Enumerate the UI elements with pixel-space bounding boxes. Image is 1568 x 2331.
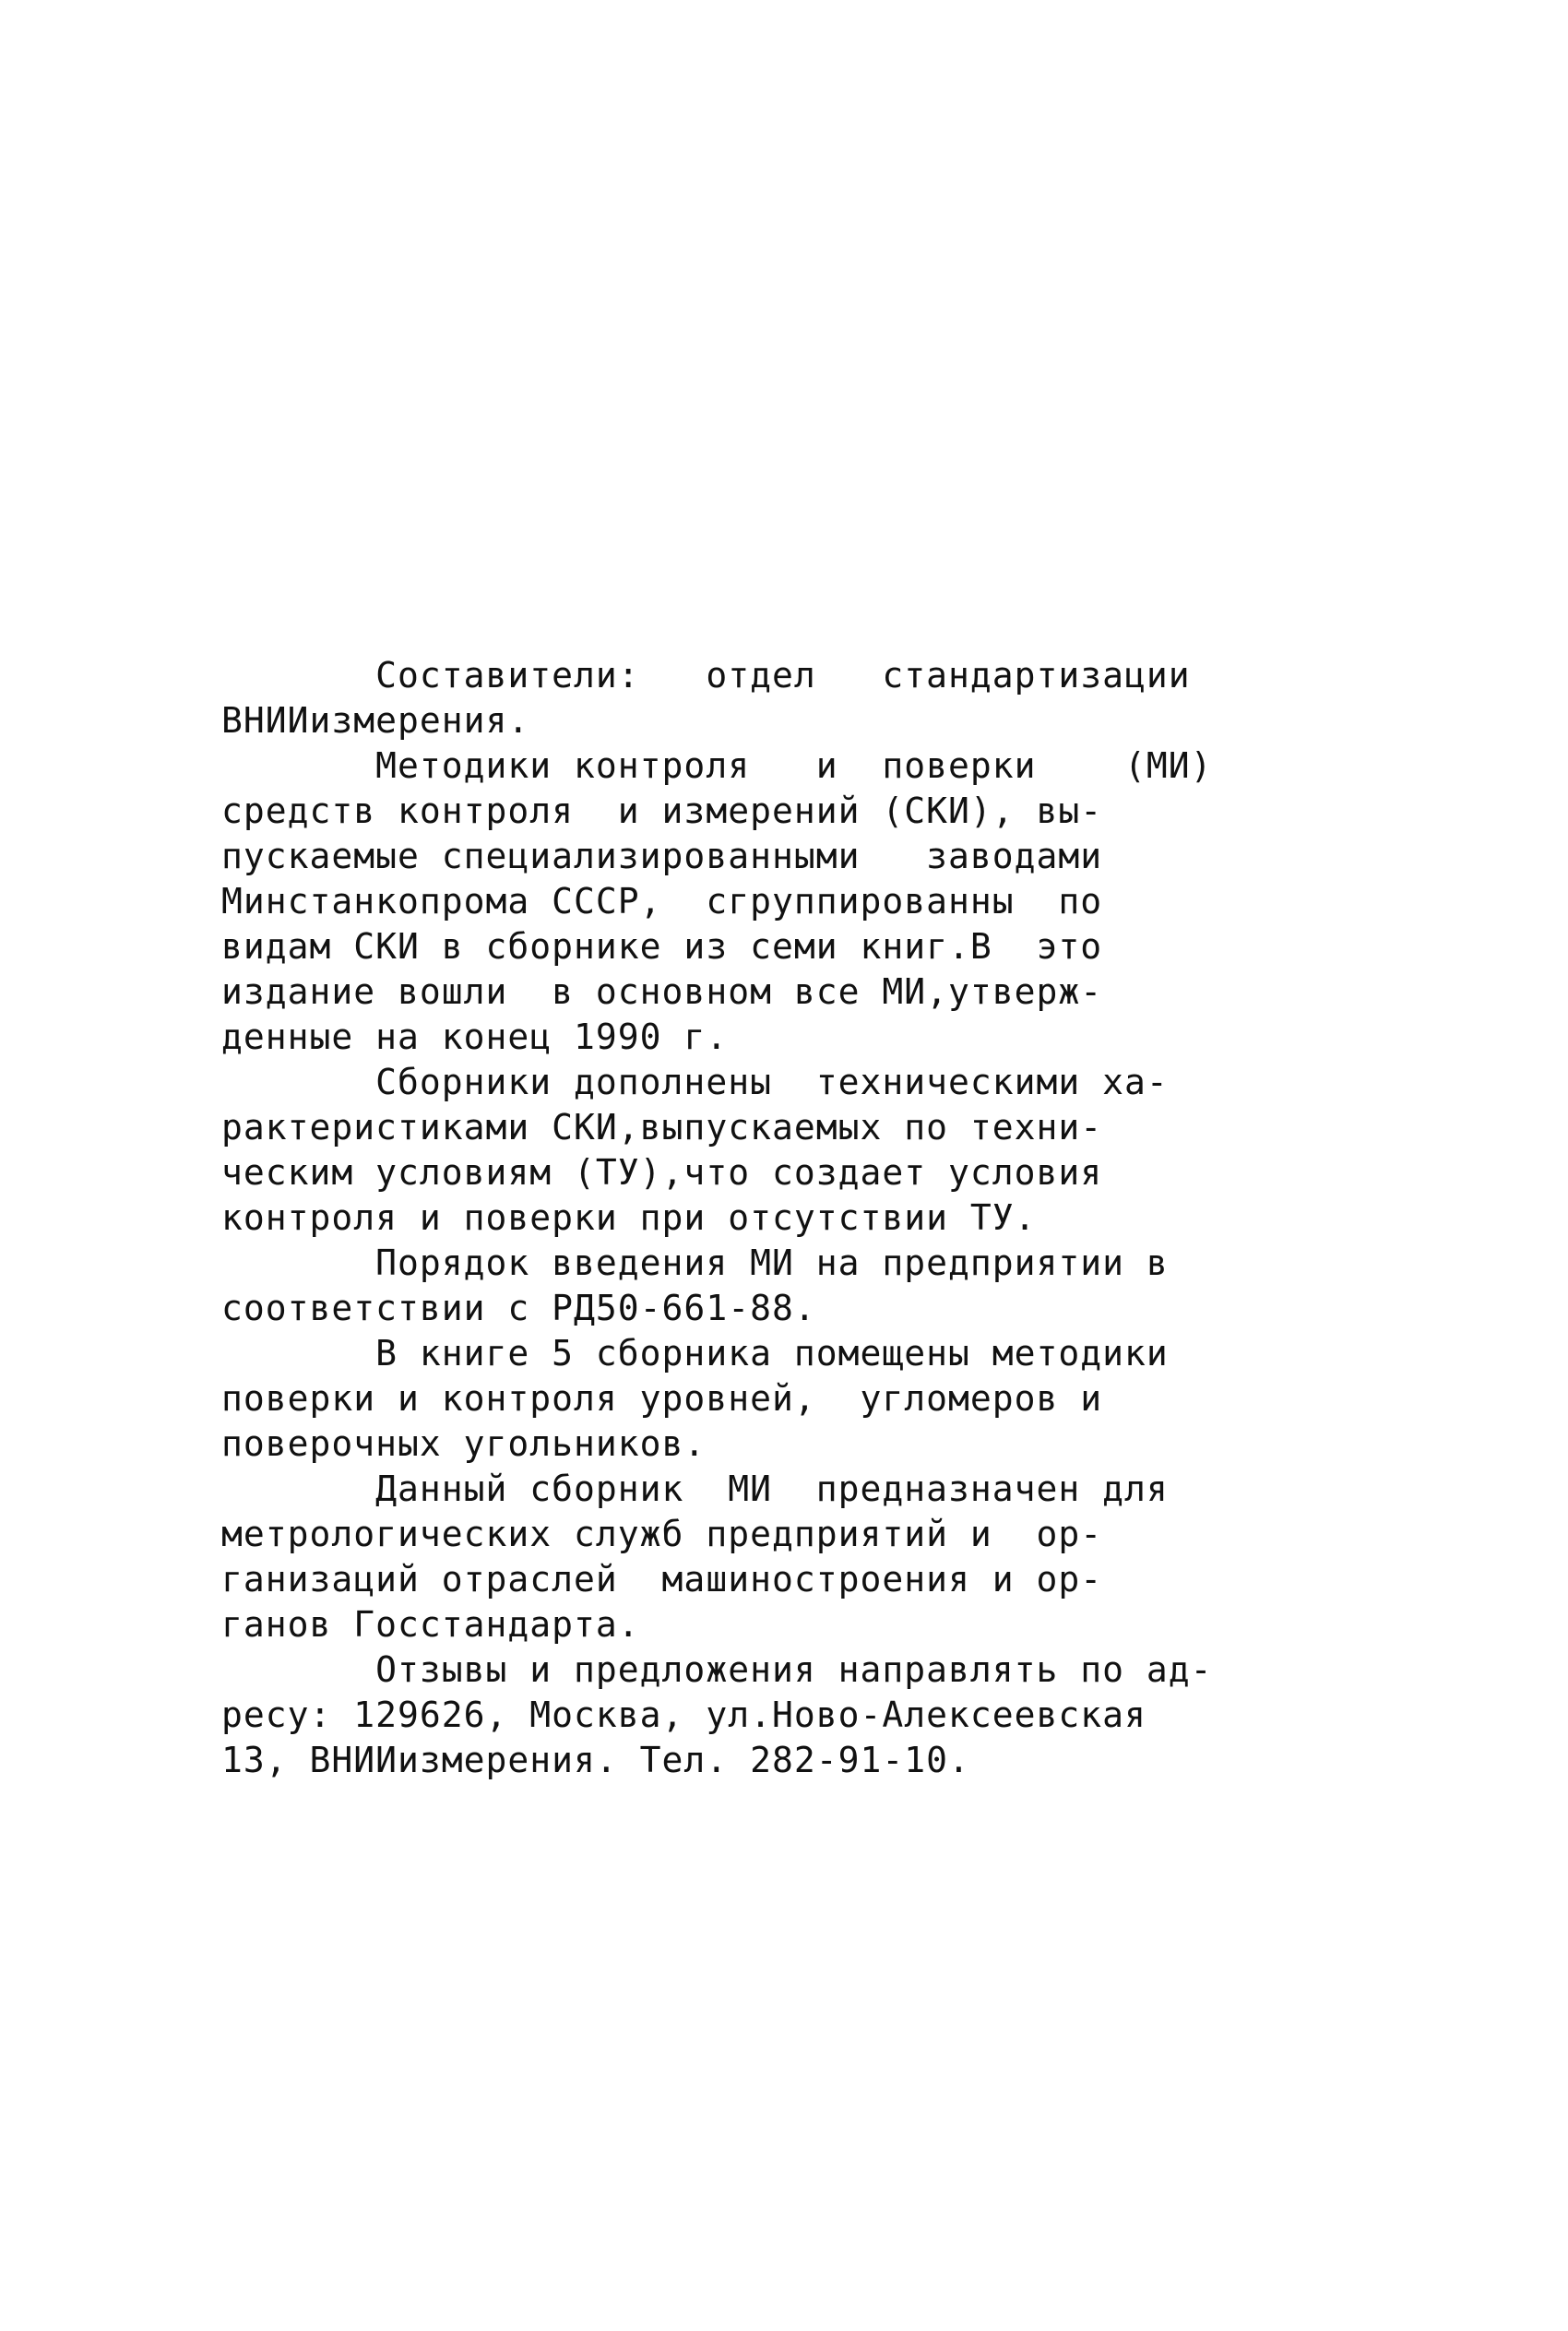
- text-line: контроля и поверки при отсутствии ТУ.: [221, 1197, 1037, 1238]
- text-line: ВНИИизмерения.: [221, 700, 530, 741]
- text-line: поверочных угольников.: [221, 1423, 707, 1464]
- text-line: Сборники дополнены техническими ха-: [221, 1062, 1169, 1102]
- text-line: В книге 5 сборника помещены методики: [221, 1333, 1169, 1374]
- text-line: ресу: 129626, Москва, ул.Ново-Алексеевская: [221, 1695, 1146, 1735]
- text-line: видам СКИ в сборнике из семи книг.В это: [221, 926, 1103, 967]
- text-line: пускаемые специализированными заводами: [221, 836, 1103, 876]
- text-line: Минстанкопрома СССР, сгруппированны по: [221, 881, 1103, 922]
- text-line: денные на конец 1990 г.: [221, 1017, 729, 1057]
- text-line: соответствии с РД50-661-88.: [221, 1288, 816, 1328]
- text-line: ческим условиям (ТУ),что создает условия: [221, 1152, 1103, 1193]
- text-line: средств контроля и измерений (СКИ), вы-: [221, 791, 1103, 831]
- text-line: издание вошли в основном все МИ,утверж-: [221, 971, 1103, 1012]
- text-line: ганов Госстандарта.: [221, 1604, 640, 1645]
- text-line: Составители: отдел стандартизации: [221, 655, 1191, 696]
- text-line: Отзывы и предложения направлять по ад-: [221, 1649, 1213, 1690]
- body-text: [221, 653, 1374, 1783]
- text-line: рактеристиками СКИ,выпускаемых по техни-: [221, 1107, 1103, 1148]
- text-line: ганизаций отраслей машиностроения и ор-: [221, 1559, 1103, 1600]
- text-line: Порядок введения МИ на предприятии в: [221, 1243, 1169, 1283]
- text-line: метрологических служб предприятий и ор-: [221, 1514, 1103, 1554]
- text-line: 13, ВНИИизмерения. Тел. 282-91-10.: [221, 1740, 970, 1780]
- text-line: Данный сборник МИ предназначен для: [221, 1469, 1169, 1509]
- text-line: поверки и контроля уровней, угломеров и: [221, 1378, 1103, 1419]
- text-line: Методики контроля и поверки (МИ): [221, 745, 1213, 786]
